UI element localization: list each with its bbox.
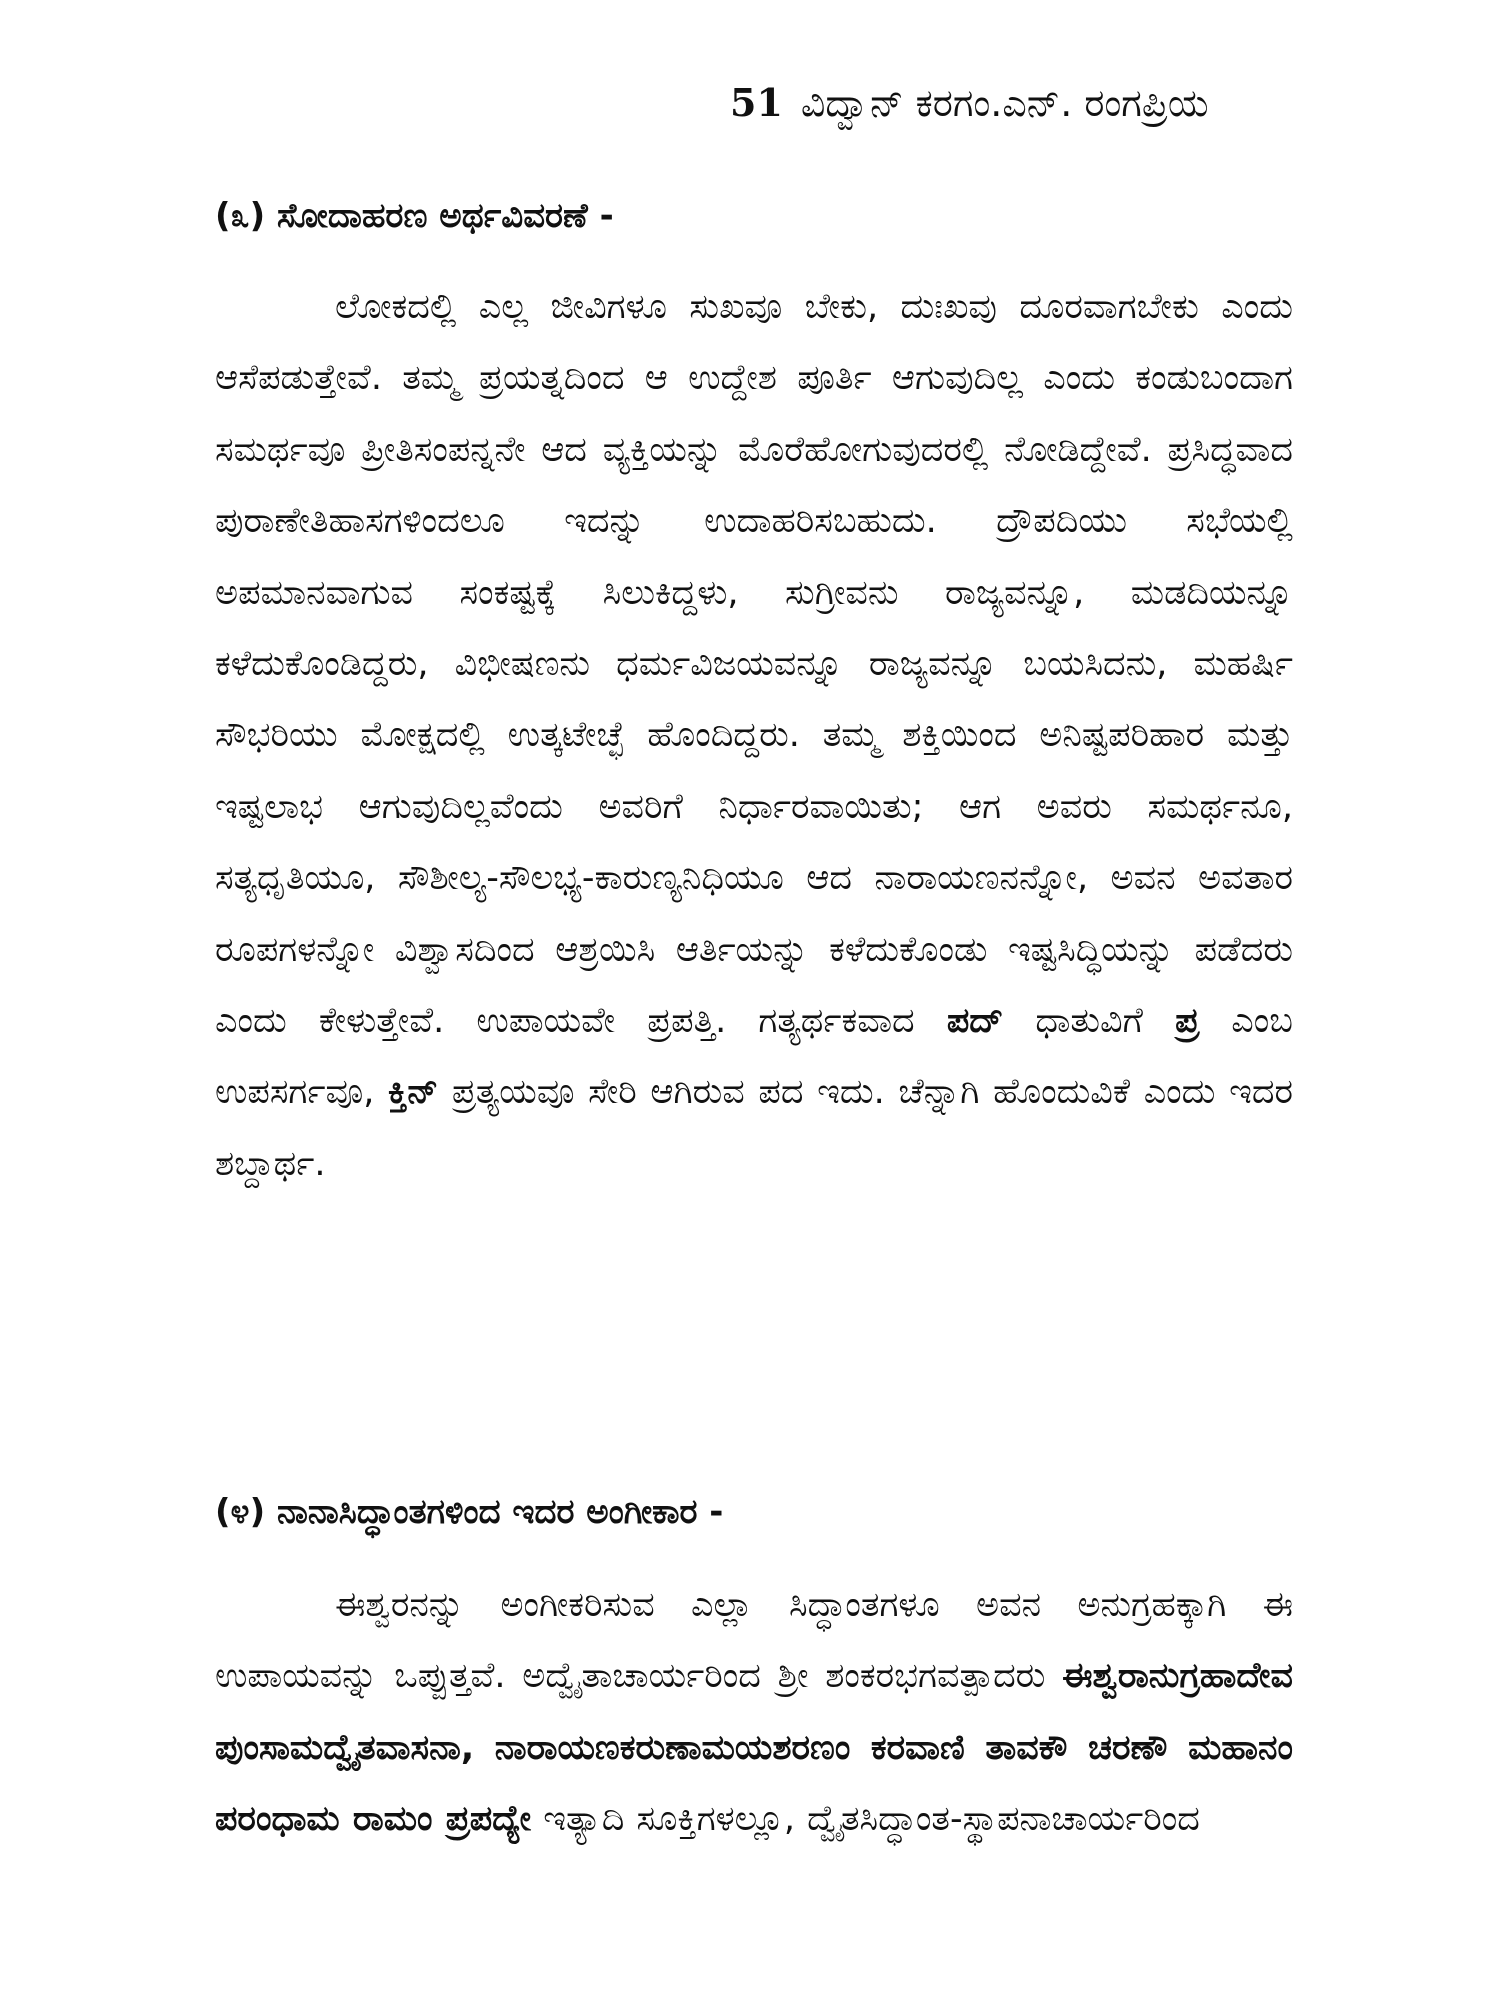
paragraph-text: ಲೋಕದಲ್ಲಿ ಎಲ್ಲ ಜೀವಿಗಳೂ ಸುಖವೂ ಬೇಕು, ದುಃಖವು ದೂರವಾಗಬೇಕು ಎಂದು ಆಸೆಪಡುತ್ತೇವೆ. ತಮ್ಮ ಪ್ರಯತ್ನದಿಂದ ಆ ಉದ್ದೇಶ ಪೂರ್ತಿ ಆಗುವುದಿಲ್ಲ ಎಂದು ಕಂಡುಬಂದಾಗ ಸಮರ್ಥವೂ ಪ್ರೀತಿಸಂಪನ್ನನೇ ಆದ ವ್ಯಕ್ತಿಯನ್ನು ಮೊರೆಹೋಗುವುದರಲ್ಲಿ ನೋಡಿದ್ದೇವೆ. ಪ್ರಸಿದ್ಧವಾದ ಪುರಾಣೇತಿಹಾಸಗಳಿಂದಲೂ ಇದನ್ನು ಉದಾಹರಿಸಬಹುದು. ದ್ರೌಪದಿಯು ಸಭೆಯಲ್ಲಿ ಅಪಮಾನವಾಗುವ ಸಂಕಷ್ಟಕ್ಕೆ ಸಿಲುಕಿದ್ದಳು, ಸುಗ್ರೀವನು ರಾಜ್ಯವನ್ನೂ, ಮಡದಿಯನ್ನೂ ಕಳೆದುಕೊಂಡಿದ್ದರು, ವಿಭೀಷಣನು ಧರ್ಮವಿಜಯವನ್ನೂ ರಾಜ್ಯವನ್ನೂ ಬಯಸಿದನು, ಮಹರ್ಷಿ ಸೌಭರಿಯು ಮೋಕ್ಷದಲ್ಲಿ ಉತ್ಕಟೇಚ್ಛೆ ಹೊಂದಿದ್ದರು. ತಮ್ಮ ಶಕ್ತಿಯಿಂದ ಅನಿಷ್ಟಪರಿಹಾರ ಮತ್ತು ಇಷ್ಟಲಾಭ ಆಗುವುದಿಲ್ಲವೆಂದು ಅವರಿಗೆ ನಿರ್ಧಾರವಾಯಿತು; ಆಗ ಅವರು ಸಮರ್ಥನೂ, ಸತ್ಯಧೃತಿಯೂ, ಸೌಶೀಲ್ಯ-ಸೌಲಭ್ಯ-ಕಾರುಣ್ಯನಿಧಿಯೂ ಆದ ನಾರಾಯಣನನ್ನೋ, ಅವನ ಅವತಾರ ರೂಪಗಳನ್ನೋ ವಿಶ್ವಾಸದಿಂದ ಆಶ್ರಯಿಸಿ ಆರ್ತಿಯನ್ನು ಕಳೆದುಕೊಂಡು ಇಷ್ಟಸಿದ್ಧಿಯನ್ನು ಪಡೆದರು ಎಂದು ಕೇಳುತ್ತೇವೆ. ಉಪಾಯವೇ ಪ್ರಪತ್ತಿ. ಗತ್ಯರ್ಥಕವಾದ [215,287,1293,1042]
body-paragraph [215,272,1293,1200]
paragraph-text: ಇತ್ಯಾದಿ ಸೂಕ್ತಿಗಳಲ್ಲೂ, ದ್ವೈತಸಿದ್ಧಾಂತ-ಸ್ಥಾಪನಾಚಾರ್ಯರಿಂದ [543,1799,1200,1840]
paragraph-text: ಈಶ್ವರನನ್ನು ಅಂಗೀಕರಿಸುವ ಎಲ್ಲಾ ಸಿದ್ಧಾಂತಗಳೂ ಅವನ ಅನುಗ್ರಹಕ್ಕಾಗಿ ಈ ಉಪಾಯವನ್ನು ಒಪ್ಪುತ್ತವೆ. ಅದ್ವೈತಾಚಾರ್ಯರಿಂದ ಶ್ರೀ ಶಂಕರಭಗವತ್ಪಾದರು [215,1585,1293,1697]
bold-term: ಪ್ರ [1175,1001,1200,1042]
running-head [730,68,1290,138]
bold-term: ಕ್ತಿನ್ [388,1072,439,1113]
paragraph-text: ಎಂಬ ಉಪಸರ್ಗವೂ, [215,1001,1293,1113]
section-heading: (೪) ನಾನಾಸಿದ್ಧಾಂತಗಳಿಂದ ಇದರ ಅಂಗೀಕಾರ - [215,1492,724,1532]
section-heading: (೩) ಸೋದಾಹರಣ ಅರ್ಥವಿವರಣೆ - [215,196,614,236]
bold-term: ಪದ್ [946,1001,1004,1042]
paragraph-text: ಪ್ರತ್ಯಯವೂ ಸೇರಿ ಆಗಿರುವ ಪದ ಇದು. ಚೆನ್ನಾಗಿ ಹೊಂದುವಿಕೆ ಎಂದು ಇದರ ಶಬ್ದಾರ್ಥ. [215,1072,1293,1184]
running-head-title: ವಿದ್ವಾನ್ ಕರಗಂ.ಎನ್. ರಂಗಪ್ರಿಯ [800,81,1209,125]
body-paragraph [215,1570,1293,1856]
bold-quotation: ಈಶ್ವರಾನುಗ್ರಹಾದೇವ ಪುಂಸಾಮದ್ವೈತವಾಸನಾ, ನಾರಾಯಣಕರುಣಾಮಯಶರಣಂ ಕರವಾಣಿ ತಾವಕೌ ಚರಣೌ ಮಹಾನಂ ಪರಂಧಾಮ ರಾಮಂ ಪ್ರಪದ್ಯೇ [215,1656,1293,1840]
page-number: 51 [730,80,783,125]
paragraph-text: ಧಾತುವಿಗೆ [1035,1001,1143,1042]
